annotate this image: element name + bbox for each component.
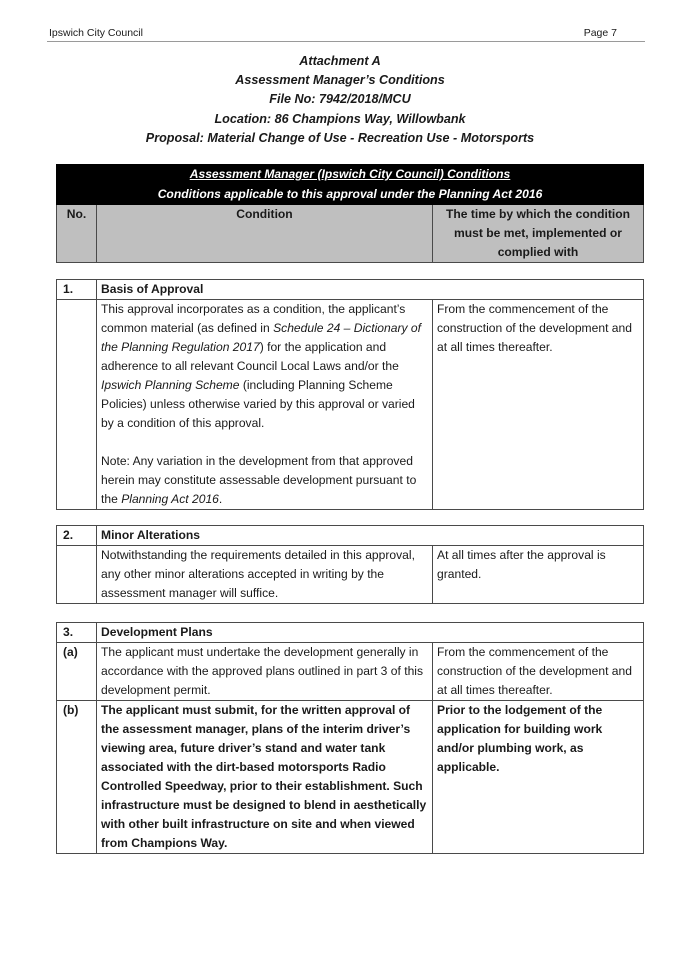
sub-item-label: (b) bbox=[57, 701, 97, 854]
title-file-no: File No: 7942/2018/MCU bbox=[269, 92, 411, 107]
title-location: Location: 86 Champions Way, Willowbank bbox=[214, 111, 466, 126]
condition-timing: At all times after the approval is granted. bbox=[433, 546, 644, 604]
condition-1-table bbox=[56, 279, 644, 510]
document-title bbox=[40, 52, 640, 148]
condition-timing: Prior to the lodgement of the application for building work and/or plumbing work, as applicable. bbox=[433, 701, 644, 854]
condition-text: This approval incorporates as a condition, the applicant’s common material (as defined in Schedule 24 – Dictionary of the Planning Regulation 2017) for the application and adherence to all relevant Council Local Laws and/or the Ipswich Planning Scheme (including Planning Scheme Policies) unless otherwise varied by this approval or varied by a condition of this approval. Note: Any variation in the development from that approved herein may constitute assessable development pursuant to the Planning Act 2016. bbox=[97, 300, 433, 510]
council-name: Ipswich City Council bbox=[49, 27, 143, 39]
condition-timing: From the commencement of the construction of the development and at all times thereafter. bbox=[433, 643, 644, 701]
conditions-header-table bbox=[56, 164, 644, 263]
title-attachment: Attachment A bbox=[299, 54, 381, 68]
sub-item-label: (a) bbox=[57, 643, 97, 701]
page-header bbox=[47, 26, 645, 42]
condition-number: 1. bbox=[57, 280, 97, 300]
col-header-time: The time by which the condition must be met, implemented or complied with bbox=[433, 205, 644, 263]
page-number: Page 7 bbox=[583, 27, 617, 39]
banner-heading: Assessment Manager (Ipswich City Council) Conditions bbox=[57, 165, 644, 185]
condition-text: Notwithstanding the requirements detailed in this approval, any other minor alterations accepted in writing by the assessment manager will suffice. bbox=[97, 546, 433, 604]
condition-heading: Minor Alterations bbox=[97, 526, 644, 546]
col-header-no: No. bbox=[57, 205, 97, 263]
condition-number: 3. bbox=[57, 623, 97, 643]
col-header-condition: Condition bbox=[97, 205, 433, 263]
condition-note: Note: Any variation in the development from that approved herein may constitute assessable development pursuant to the Planning Act 2016. bbox=[101, 454, 417, 506]
condition-heading: Development Plans bbox=[97, 623, 644, 643]
condition-text: The applicant must submit, for the written approval of the assessment manager, plans of the interim driver’s viewing area, future driver’s stand and water tank associated with the dirt-based motorsports Radio Controlled Speedway, prior to their establishment. Such infrastructure must be designed to blend in aesthetically with other built infrastructure on site and when viewed from Champions Way. bbox=[97, 701, 433, 854]
condition-heading: Basis of Approval bbox=[97, 280, 644, 300]
banner-subheading: Conditions applicable to this approval under the Planning Act 2016 bbox=[57, 185, 644, 205]
condition-3-table bbox=[56, 622, 644, 854]
condition-number: 2. bbox=[57, 526, 97, 546]
condition-2-table bbox=[56, 525, 644, 604]
condition-text: The applicant must undertake the development generally in accordance with the approved plans outlined in part 3 of this development permit. bbox=[97, 643, 433, 701]
title-conditions: Assessment Manager’s Conditions bbox=[235, 73, 445, 88]
condition-timing: From the commencement of the construction of the development and at all times thereafter. bbox=[433, 300, 644, 510]
title-proposal: Proposal: Material Change of Use - Recreation Use - Motorsports bbox=[145, 130, 535, 145]
